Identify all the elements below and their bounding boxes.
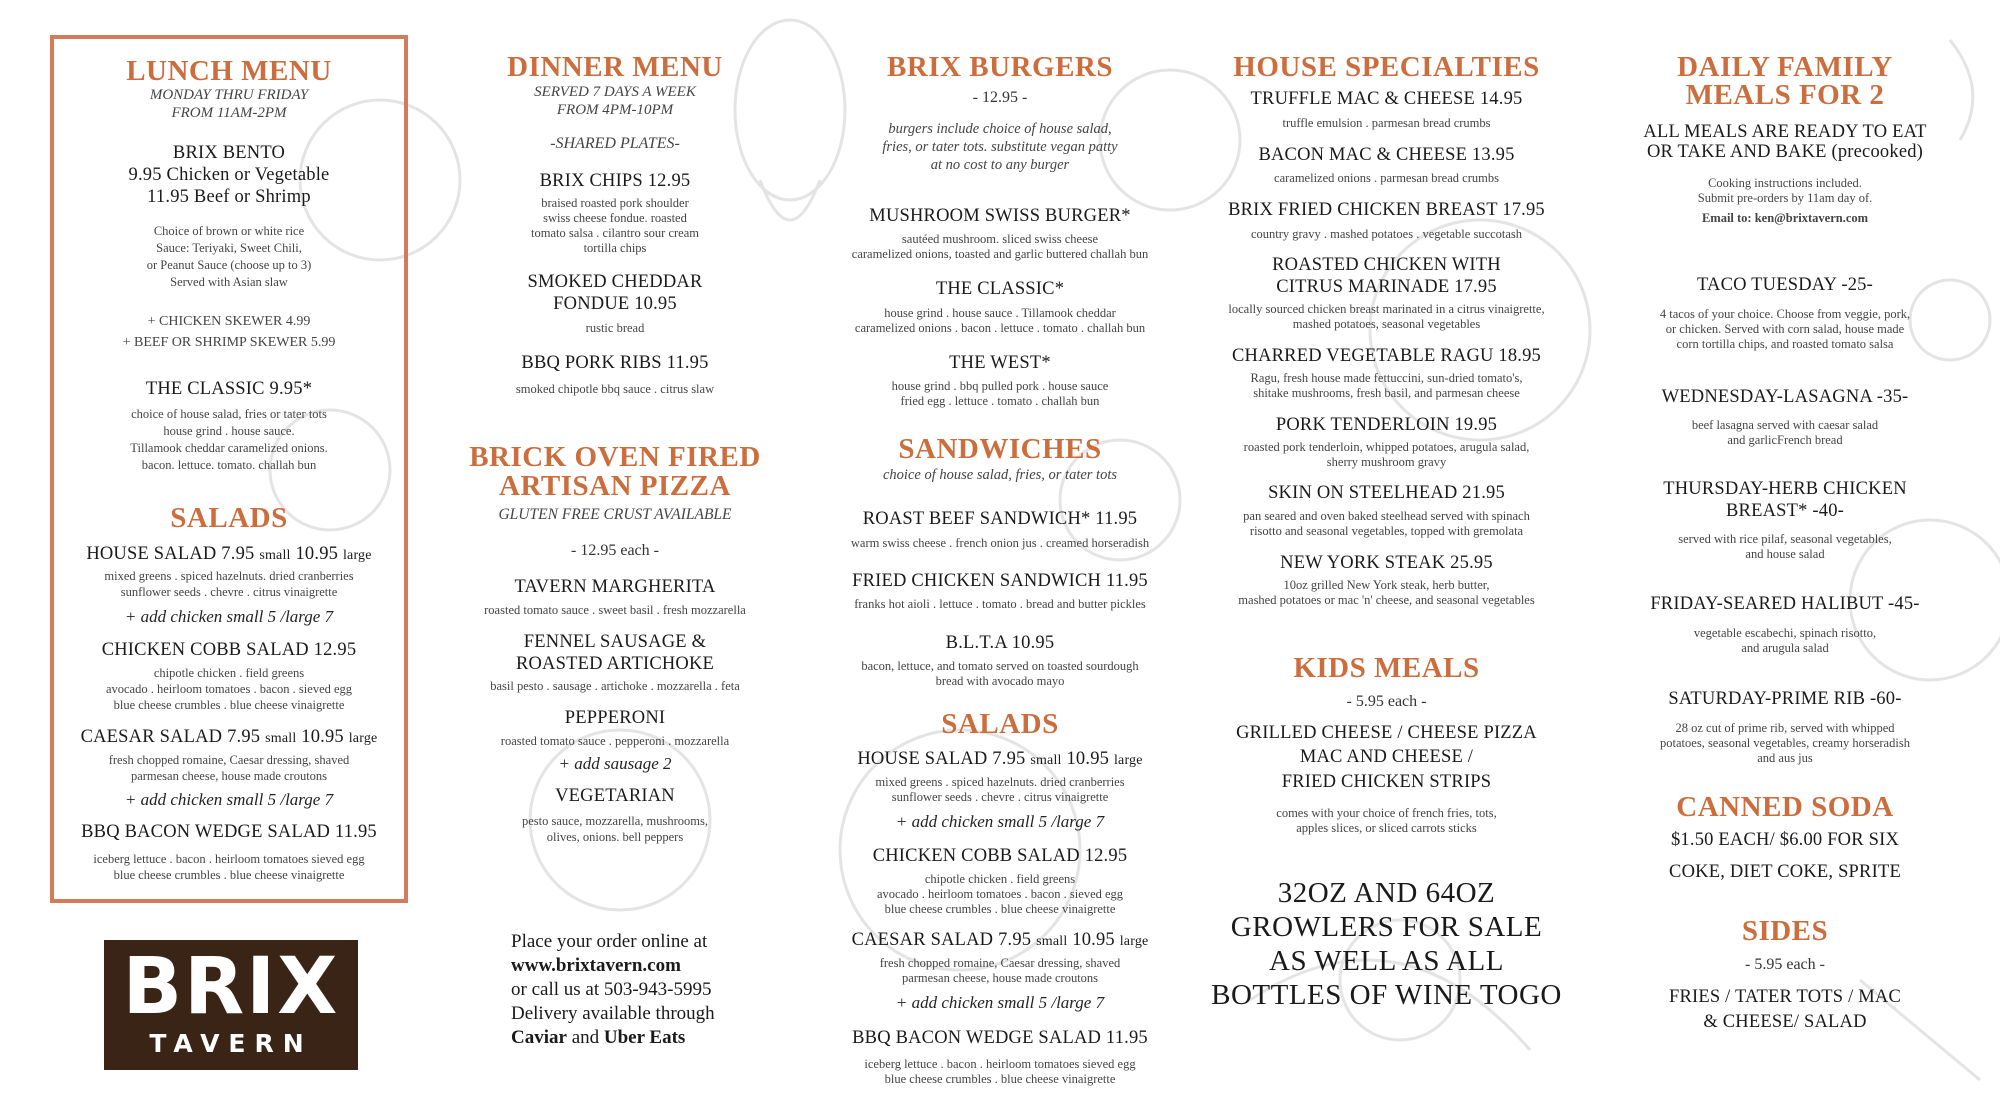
burgers-note-2: fries, or tater tots. substitute vegan patty xyxy=(882,139,1118,155)
blta-desc-1: bacon, lettuce, and tomato served on toasted sourdough xyxy=(861,659,1139,673)
vegetarian-desc-1: pesto sauce, mozzarella, mushrooms, xyxy=(521,814,709,828)
sides-price: - 5.95 each - xyxy=(1745,956,1825,973)
dinner-caesar-desc-2: parmesan cheese, house made croutons xyxy=(901,971,1099,985)
roast-beef-desc: warm swiss cheese . french onion jus . creamed horseradish xyxy=(850,536,1150,550)
saturday-desc-2: potatoes, seasonal vegetables, creamy horseradish xyxy=(1660,736,1910,750)
sides-title: SIDES xyxy=(1741,915,1829,947)
burger-classic-desc-1: house grind . house sauce . Tillamook cheddar xyxy=(884,306,1116,320)
pizza-title-2: ARTISAN PIZZA xyxy=(499,470,731,502)
ragu-desc-1: Ragu, fresh house made fettuccini, sun-dried tomato's, xyxy=(1250,371,1523,385)
lunch-classic-desc-2: house grind . house sauce. xyxy=(163,424,295,438)
sides-line-1: FRIES / TATER TOTS / MAC xyxy=(1668,987,1902,1007)
lunch-classic-desc-4: bacon. lettuce. tomato. challah bun xyxy=(141,458,317,472)
fried-chicken-breast-title: BRIX FRIED CHICKEN BREAST 17.95 xyxy=(1228,200,1545,220)
mushroom-swiss-desc-1: sautéed mushroom. sliced swiss cheese xyxy=(901,232,1099,246)
brix-chips-desc-4: tortilla chips xyxy=(583,241,647,255)
mushroom-swiss-title: MUSHROOM SWISS BURGER* xyxy=(869,206,1131,226)
soda-list: COKE, DIET COKE, SPRITE xyxy=(1669,862,1901,882)
lunch-caesar-desc-2: parmesan cheese, house made croutons xyxy=(130,769,328,783)
shared-plates-label: -SHARED PLATES- xyxy=(550,135,680,152)
dinner-caesar: CAESAR SALAD 7.95 small 10.95 large xyxy=(851,930,1149,950)
west-desc-1: house grind . bbq pulled pork . house sauce xyxy=(891,379,1109,393)
west-desc-2: fried egg . lettuce . tomato . challah bun xyxy=(900,394,1100,408)
roasted-chicken-title-2: CITRUS MARINADE 17.95 xyxy=(1276,277,1497,297)
pork-tenderloin-title: PORK TENDERLOIN 19.95 xyxy=(1275,415,1498,435)
family-cook-1: Cooking instructions included. xyxy=(1708,176,1862,190)
roast-beef-title: ROAST BEEF SANDWICH* 11.95 xyxy=(862,509,1138,529)
lunch-caesar: CAESAR SALAD 7.95 small 10.95 large xyxy=(80,727,378,747)
fennel-title-1: FENNEL SAUSAGE & xyxy=(523,632,707,652)
thursday-desc-1: served with rice pilaf, seasonal vegetables, xyxy=(1678,532,1892,546)
family-cook-2: Submit pre-orders by 11am day of. xyxy=(1697,191,1873,205)
margherita-desc: roasted tomato sauce . sweet basil . fresh mozzarella xyxy=(484,603,746,617)
family-email[interactable]: Email to: ken@brixtavern.com xyxy=(1701,211,1869,225)
family-title-1: DAILY FAMILY xyxy=(1677,51,1893,83)
ragu-desc-2: shitake mushrooms, fresh basil, and parmesan cheese xyxy=(1253,386,1520,400)
lunch-hours: FROM 11AM-2PM xyxy=(171,105,287,121)
lunch-classic-title: THE CLASSIC 9.95* xyxy=(145,379,313,399)
burgers-title: BRIX BURGERS xyxy=(887,51,1113,83)
lunch-add-chicken-1: + add chicken small 5 /large 7 xyxy=(124,607,334,626)
ny-steak-title: NEW YORK STEAK 25.95 xyxy=(1280,553,1493,573)
fondue-desc: rustic bread xyxy=(585,321,645,335)
friday-desc-1: vegetable escabechi, spinach risotto, xyxy=(1693,626,1877,640)
order-line-1: Place your order online at xyxy=(511,931,708,952)
lunch-classic-desc-3: Tillamook cheddar caramelized onions. xyxy=(130,441,328,455)
growlers-line-3: AS WELL AS ALL xyxy=(1269,945,1504,977)
kids-line-2: MAC AND CHEESE / xyxy=(1299,747,1474,767)
beef-shrimp-skewer: + BEEF OR SHRIMP SKEWER 5.99 xyxy=(122,335,336,350)
roasted-chicken-title-1: ROASTED CHICKEN WITH xyxy=(1272,255,1501,275)
steelhead-desc-2: risotto and seasonal vegetables, topped with gremolata xyxy=(1249,524,1524,538)
specialties-title: HOUSE SPECIALTIES xyxy=(1233,51,1540,83)
dinner-cobb-desc-1: chipotle chicken . field greens xyxy=(924,872,1076,886)
roasted-chicken-desc-2: mashed potatoes, seasonal vegetables xyxy=(1292,317,1481,331)
fondue-title-2: FONDUE 10.95 xyxy=(553,294,677,314)
dinner-hours: FROM 4PM-10PM xyxy=(556,102,674,118)
sandwiches-note: choice of house salad, fries, or tater tots xyxy=(883,467,1117,483)
growlers-line-2: GROWLERS FOR SALE xyxy=(1230,911,1543,943)
dinner-cobb-desc-2: avocado . heirloom tomatoes . bacon . sieved egg xyxy=(876,887,1124,901)
lunch-cobb-title: CHICKEN COBB SALAD 12.95 xyxy=(101,640,357,660)
lunch-house-salad-desc-2: sunflower seeds . chevre . citrus vinaigrette xyxy=(120,585,338,599)
lunch-cobb-desc-3: blue cheese crumbles . blue cheese vinaigrette xyxy=(113,698,345,712)
order-delivery: Delivery available through xyxy=(511,1003,715,1024)
pork-tenderloin-desc-2: sherry mushroom gravy xyxy=(1326,455,1447,469)
dinner-house-salad-desc-2: sunflower seeds . chevre . citrus vinaigrette xyxy=(891,790,1109,804)
family-ready-1: ALL MEALS ARE READY TO EAT xyxy=(1643,122,1927,142)
lasagna-desc-1: beef lasagna served with caesar salad xyxy=(1691,418,1879,432)
vegetarian-desc-2: olives, onions. bell peppers xyxy=(546,830,684,844)
truffle-mac-title: TRUFFLE MAC & CHEESE 14.95 xyxy=(1250,89,1523,109)
dinner-wedge-title: BBQ BACON WEDGE SALAD 11.95 xyxy=(852,1028,1148,1048)
dinner-salads-title: SALADS xyxy=(941,708,1059,740)
pizza-title-1: BRICK OVEN FIRED xyxy=(469,441,761,473)
pork-tenderloin-desc-1: roasted pork tenderloin, whipped potatoes, arugula salad, xyxy=(1243,440,1530,454)
thursday-desc-2: and house salad xyxy=(1745,547,1825,561)
growlers-line-4: BOTTLES OF WINE TOGO xyxy=(1211,979,1562,1011)
kids-desc-1: comes with your choice of french fries, tots, xyxy=(1276,806,1497,820)
growlers-line-1: 32OZ AND 64OZ xyxy=(1277,877,1496,909)
steelhead-desc-1: pan seared and oven baked steelhead served with spinach xyxy=(1243,509,1530,523)
pepperoni-title: PEPPERONI xyxy=(564,708,666,728)
dinner-wedge-desc-2: blue cheese crumbles . blue cheese vinaigrette xyxy=(884,1072,1116,1086)
lasagna-desc-2: and garlicFrench bread xyxy=(1727,433,1843,447)
bento-desc-1: Choice of brown or white rice xyxy=(153,224,305,238)
lunch-house-salad-desc-1: mixed greens . spiced hazelnuts. dried cranberries xyxy=(104,569,354,583)
mushroom-swiss-desc-2: caramelized onions, toasted and garlic buttered challah bun xyxy=(851,247,1149,261)
burgers-note-3: at no cost to any burger xyxy=(930,157,1070,173)
kids-line-1: GRILLED CHEESE / CHEESE PIZZA xyxy=(1236,723,1537,743)
sides-line-2: & CHEESE/ SALAD xyxy=(1703,1012,1867,1032)
sandwiches-title: SANDWICHES xyxy=(898,433,1102,465)
blta-desc-2: bread with avocado mayo xyxy=(935,674,1065,688)
family-ready-2: OR TAKE AND BAKE (precooked) xyxy=(1646,142,1924,162)
add-sausage: + add sausage 2 xyxy=(558,754,672,773)
lunch-classic-desc-1: choice of house salad, fries or tater tots xyxy=(131,407,327,421)
dinner-add-chicken-1: + add chicken small 5 /large 7 xyxy=(895,812,1105,831)
lunch-wedge-desc-1: iceberg lettuce . bacon . heirloom tomatoes sieved egg xyxy=(93,852,365,866)
brix-chips-desc-2: swiss cheese fondue. roasted xyxy=(543,211,687,225)
order-delivery-services: Caviar and Uber Eats xyxy=(511,1027,686,1048)
burger-classic-title: THE CLASSIC* xyxy=(935,279,1065,299)
friday-title: FRIDAY-SEARED HALIBUT -45- xyxy=(1650,594,1920,614)
dinner-caesar-desc-1: fresh chopped romaine, Caesar dressing, shaved xyxy=(879,956,1121,970)
fried-chicken-breast-desc: country gravy . mashed potatoes . vegetable succotash xyxy=(1250,227,1523,241)
lunch-caesar-desc-1: fresh chopped romaine, Caesar dressing, shaved xyxy=(108,753,350,767)
family-title-2: MEALS FOR 2 xyxy=(1685,79,1885,111)
brix-chips-desc-1: braised roasted pork shoulder xyxy=(541,196,689,210)
fried-chicken-sandwich-title: FRIED CHICKEN SANDWICH 11.95 xyxy=(852,571,1148,591)
taco-tuesday-title: TACO TUESDAY -25- xyxy=(1697,275,1873,295)
kids-desc-2: apples slices, or sliced carrots sticks xyxy=(1296,821,1477,835)
lunch-cobb-desc-1: chipotle chicken . field greens xyxy=(153,666,305,680)
brix-chips-desc-3: tomato salsa . cilantro sour cream xyxy=(531,226,699,240)
ribs-title: BBQ PORK RIBS 11.95 xyxy=(521,353,709,373)
bento-desc-3: or Peanut Sauce (choose up to 3) xyxy=(146,258,312,272)
roasted-chicken-desc-1: locally sourced chicken breast marinated in a citrus vinaigrette, xyxy=(1228,302,1545,316)
lunch-cobb-desc-2: avocado . heirloom tomatoes . bacon . sieved egg xyxy=(105,682,353,696)
saturday-title: SATURDAY-PRIME RIB -60- xyxy=(1668,689,1902,709)
order-phone[interactable]: or call us at 503-943-5995 xyxy=(511,979,712,1000)
vegetarian-title: VEGETARIAN xyxy=(555,786,675,806)
burger-classic-desc-2: caramelized onions . bacon . lettuce . tomato . challah bun xyxy=(854,321,1146,335)
fried-chicken-sandwich-desc: franks hot aioli . lettuce . tomato . bread and butter pickles xyxy=(854,597,1146,611)
brix-tavern-logo xyxy=(104,940,358,1070)
soda-title: CANNED SODA xyxy=(1676,791,1894,823)
fondue-title-1: SMOKED CHEDDAR xyxy=(527,272,703,292)
kids-line-3: FRIED CHICKEN STRIPS xyxy=(1281,772,1492,792)
brix-chips-title: BRIX CHIPS 12.95 xyxy=(539,171,691,191)
ragu-title: CHARRED VEGETABLE RAGU 18.95 xyxy=(1231,346,1542,366)
soda-price: $1.50 EACH/ $6.00 FOR SIX xyxy=(1670,830,1900,850)
blta-title: B.L.T.A 10.95 xyxy=(945,633,1055,653)
logo-tavern: TAVERN xyxy=(149,1029,313,1058)
lunch-days: MONDAY THRU FRIDAY xyxy=(149,87,309,103)
lasagna-title: WEDNESDAY-LASAGNA -35- xyxy=(1661,387,1909,407)
uber-eats-label: Uber Eats xyxy=(603,1027,686,1048)
dinner-house-salad: HOUSE SALAD 7.95 small 10.95 large xyxy=(857,749,1143,769)
kids-price: - 5.95 each - xyxy=(1346,693,1427,710)
pizza-price: - 12.95 each - xyxy=(571,542,659,559)
thursday-title-1: THURSDAY-HERB CHICKEN xyxy=(1663,479,1907,499)
friday-desc-2: and arugula salad xyxy=(1741,641,1829,655)
ny-steak-desc-1: 10oz grilled New York steak, herb butter, xyxy=(1283,578,1490,592)
bento-desc-4: Served with Asian slaw xyxy=(170,275,288,289)
lunch-title: LUNCH MENU xyxy=(126,55,332,87)
chicken-skewer: + CHICKEN SKEWER 4.99 xyxy=(147,314,311,329)
lunch-salads-title: SALADS xyxy=(170,502,288,534)
thursday-title-2: BREAST* -40- xyxy=(1725,501,1845,521)
caviar-label: Caviar xyxy=(511,1027,567,1048)
bento-price-2: 11.95 Beef or Shrimp xyxy=(147,187,311,207)
lunch-wedge-title: BBQ BACON WEDGE SALAD 11.95 xyxy=(81,822,377,842)
lunch-house-salad: HOUSE SALAD 7.95 small 10.95 large xyxy=(86,544,372,564)
pepperoni-desc: roasted tomato sauce . pepperoni . mozzarella xyxy=(500,734,730,748)
dinner-cobb-title: CHICKEN COBB SALAD 12.95 xyxy=(872,846,1128,866)
fennel-title-2: ROASTED ARTICHOKE xyxy=(515,654,715,674)
logo-brix: BRIX xyxy=(122,942,340,1032)
bacon-mac-title: BACON MAC & CHEESE 13.95 xyxy=(1258,145,1515,165)
dinner-cobb-desc-3: blue cheese crumbles . blue cheese vinaigrette xyxy=(884,902,1116,916)
west-title: THE WEST* xyxy=(949,353,1051,373)
bacon-mac-desc: caramelized onions . parmesan bread crumbs xyxy=(1274,171,1499,185)
saturday-desc-3: and aus jus xyxy=(1757,751,1813,765)
taco-desc-1: 4 tacos of your choice. Choose from veggie, pork, xyxy=(1659,307,1911,321)
dinner-title: DINNER MENU xyxy=(507,51,723,83)
bento-title: BRIX BENTO xyxy=(172,143,286,163)
burgers-note-1: burgers include choice of house salad, xyxy=(888,121,1112,137)
order-website-link[interactable]: www.brixtavern.com xyxy=(511,955,681,976)
taco-desc-2: or chicken. Served with corn salad, house made xyxy=(1665,322,1905,336)
ny-steak-desc-2: mashed potatoes or mac 'n' cheese, and seasonal vegetables xyxy=(1238,593,1535,607)
lunch-add-chicken-2: + add chicken small 5 /large 7 xyxy=(124,790,334,809)
burgers-price: - 12.95 - xyxy=(972,89,1028,106)
margherita-title: TAVERN MARGHERITA xyxy=(514,577,716,597)
gluten-free-note: GLUTEN FREE CRUST AVAILABLE xyxy=(498,506,732,523)
dinner-days: SERVED 7 DAYS A WEEK xyxy=(534,84,696,100)
lunch-wedge-desc-2: blue cheese crumbles . blue cheese vinaigrette xyxy=(113,868,345,882)
fennel-desc: basil pesto . sausage . artichoke . mozzarella . feta xyxy=(490,679,740,693)
ribs-desc: smoked chipotle bbq sauce . citrus slaw xyxy=(515,382,715,396)
dinner-house-salad-desc-1: mixed greens . spiced hazelnuts. dried cranberries xyxy=(875,775,1125,789)
order-info xyxy=(511,930,811,1050)
steelhead-title: SKIN ON STEELHEAD 21.95 xyxy=(1268,483,1505,503)
truffle-mac-desc: truffle emulsion . parmesan bread crumbs xyxy=(1282,116,1491,130)
bento-desc-2: Sauce: Teriyaki, Sweet Chili, xyxy=(156,241,302,255)
kids-title: KIDS MEALS xyxy=(1293,652,1480,684)
taco-desc-3: corn tortilla chips, and roasted tomato salsa xyxy=(1676,337,1894,351)
bento-price-1: 9.95 Chicken or Vegetable xyxy=(128,165,330,185)
saturday-desc-1: 28 oz cut of prime rib, served with whipped xyxy=(1675,721,1895,735)
dinner-add-chicken-2: + add chicken small 5 /large 7 xyxy=(895,993,1105,1012)
dinner-wedge-desc-1: iceberg lettuce . bacon . heirloom tomatoes sieved egg xyxy=(864,1057,1136,1071)
